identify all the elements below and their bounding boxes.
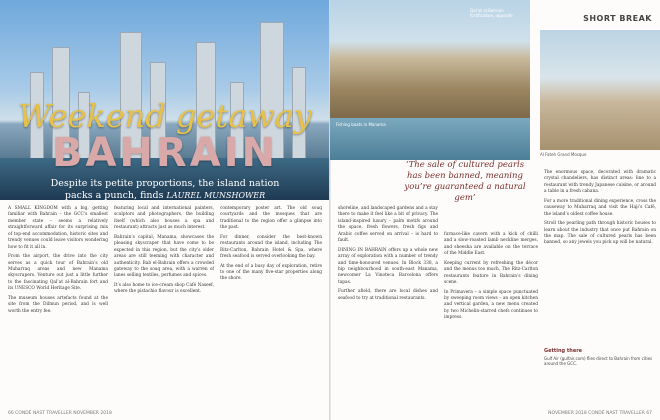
paragraph: Keeping current by refreshing the décor and the menus too much, The Ritz-Carlton restaurants feature in Bahrain’s dining scene.: [444, 260, 538, 286]
right-page: [330, 0, 660, 420]
paragraph: shoreline, and landscaped gardens and a stay there to make it feel like a bit of privacy. The island-inspired luxury – palm motifs around the space, fresh flowers, fresh figs and Arabic coffee served on arrival – is hard to fault.: [338, 206, 438, 244]
article-column-6: [544, 170, 656, 250]
pull-quote: [400, 160, 530, 204]
article-column-1: [8, 206, 108, 318]
paragraph: For a more traditional dining experience, cross the causeway to Muharraq and visit the Haji’s Café, the island’s oldest coffee house.: [544, 198, 656, 217]
paragraph: It’s also home to ice-cream shop Café Naseef, where the pistachio flavour is excellent.: [114, 282, 214, 295]
author: LAUREL MUNSHOWER: [166, 191, 266, 201]
paragraph: contemporary poster art. The old souq courtyards and the mosques that are traditional to the region offer a glimpse into the past.: [220, 206, 322, 231]
section-label: SHORT BREAK: [583, 14, 652, 23]
mosque-photo: [540, 30, 660, 150]
pull-quote-text: ‘The sale of cultured pearls has been banned, meaning you’re guaranteed a natural gem’: [404, 160, 526, 204]
getting-there-heading: Getting there: [544, 348, 583, 354]
paragraph: The enormous space, decorated with dramatic crystal chandeliers, has distinct areas: line to a restaurant with trendy Japanese cuisine, or around a table in a fresh cabana.: [544, 170, 656, 195]
paragraph: Stroll the pearling path through historic houses to learn about the industry that once put Bahrain on the map. The sale of cultured pearls has been banned, so any jewels you pick up will be natural.: [544, 221, 656, 246]
paragraph: The museum houses artefacts found at the site from the Dilmun period, and is well worth the entry fee.: [8, 295, 108, 314]
getting-there-box: [544, 348, 656, 367]
image-caption: Al Fateh Grand Mosque: [540, 152, 587, 157]
paragraph: In Primavera – a simple space punctuated by sweeping room views – an open kitchen and vertical garden, a new menu created by two Michelin-starred chefs continues to impress.: [444, 289, 538, 321]
paragraph: A SMALL KINGDOM with a big, getting familiar with Bahrain – the GCC’s smallest member state – seems a relatively straightforward affair for its surprising mix of top-end accommodation, historic sites and trendy venues could leave visitors wondering how to fit it all in.: [8, 206, 108, 250]
article-column-5: [444, 232, 538, 325]
sea-photo: [330, 118, 530, 160]
paragraph: Bahrain’s capital, Manama, showcases the pleasing skyscraper that have come to be expected in this region, but the city’s older areas are still teeming with character and authenticity. Bab el-Bahrain offers a crowded gateway to the souq area, with a warren of lanes selling textiles, perfumes and spices.: [114, 234, 214, 279]
article-column-2: [114, 206, 214, 299]
getting-there-text: Gulf Air (gulfair.com) flies direct to Bahrain from cities around the GCC.: [544, 356, 653, 367]
paragraph: Further afield, there are local dishes and seafood to try at traditional restaurants.: [338, 289, 438, 301]
article-column-4: [338, 206, 438, 305]
paragraph: featuring local and international painters, sculptors and photographers, the building itself (which also houses a spa and restaurant) attracts just as much interest.: [114, 206, 214, 231]
folio: NOVEMBER 2018 CONDÉ NAST TRAVELLER 67: [548, 411, 652, 416]
article-column-3: [220, 206, 322, 286]
standfirst-text: Despite its petite proportions, the island nation packs a punch, finds: [50, 178, 280, 202]
paragraph: furnace-like cavern with a kick of chilli and a slow-roasted lamb neckline merges, and sheesha are available on the terrace of the Middle East.: [444, 232, 538, 257]
standfirst: [0, 178, 330, 203]
paragraph: For dinner, consider the best-known restaurants around the island, including The Ritz-Carlton, Bahrain Hotel & Spa, where fresh seafood is served overlooking the bay.: [220, 234, 322, 260]
paragraph: DINING IN BAHRAIN offers up a whole new array of exploration with a number of trendy and time-honoured venues. In Block 338, a hip neighbourhood in south-east Manama, newcomer La Vinoteca Barcelona offers tapas.: [338, 247, 438, 285]
kicker: Weekend getaway: [18, 97, 312, 135]
image-caption: Qal’at al-Bahrain fortification, opposite: [470, 8, 513, 19]
paragraph: At the end of a busy day of exploration, retire to one of the many five-star properties along the shore.: [220, 263, 322, 282]
page-title: BAHRAIN: [51, 130, 279, 176]
headline-block: [0, 97, 330, 203]
paragraph: From the airport, the drive into the city serves as a quick tour of Bahrain’s old Muharraq areas and new Manama skyscrapers. Venture out just a little further to the fascinating Qal’at al-Bahrain fort and its UNESCO World Heritage Site.: [8, 254, 108, 292]
image-caption: Fishing boats in Manama: [336, 122, 386, 127]
folio: 66 CONDÉ NAST TRAVELLER NOVEMBER 2018: [8, 411, 112, 416]
fort-photo: [330, 0, 530, 118]
